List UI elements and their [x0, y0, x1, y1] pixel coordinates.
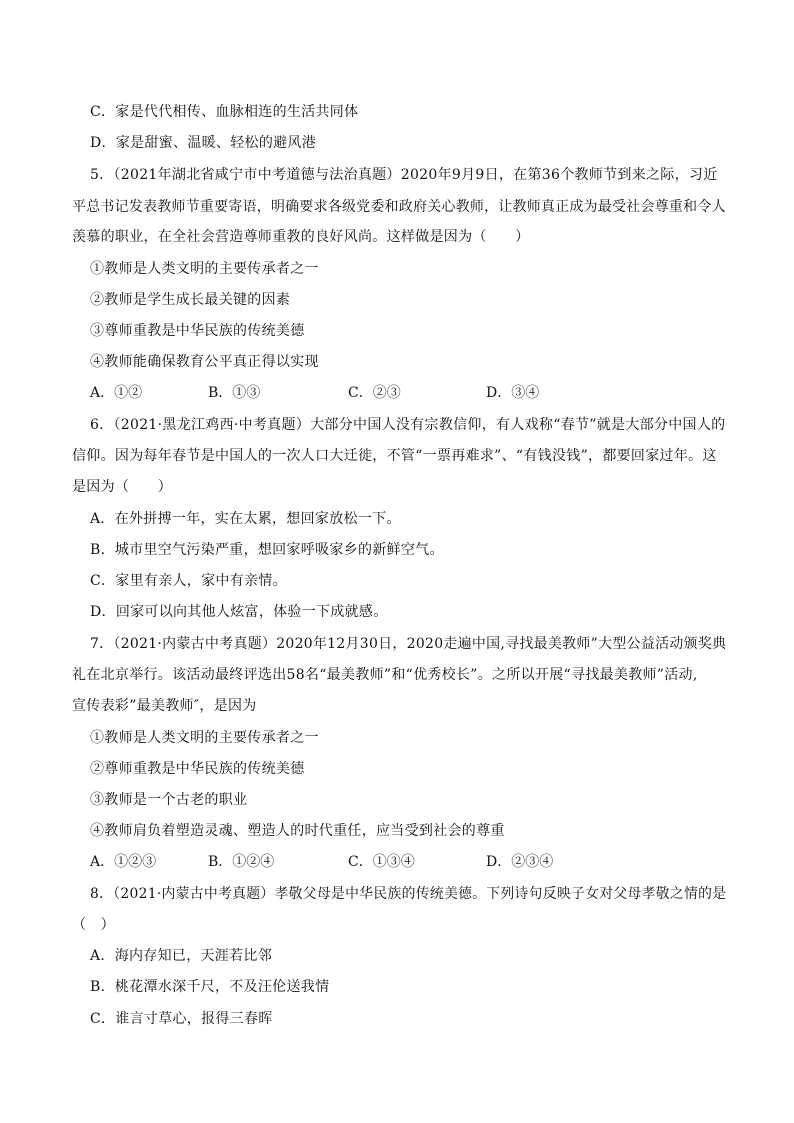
- q4-option-c: C．家是代代相传、血脉相连的生活共同体: [90, 104, 359, 120]
- q6-stem-line-2: 信仰。因为每年春节是中国人的一次人口大迁徙，不管“一票再难求”、“有钱没钱”，都要回家过年。这: [72, 448, 717, 464]
- q5-statement-1: ①教师是人类文明的主要传承者之一: [90, 261, 319, 277]
- q6-stem-line-1: 6．（2021·黑龙江鸡西·中考真题）大部分中国人没有宗教信仰，有人戏称“春节”就是大部分中国人的: [90, 417, 726, 433]
- q8-stem-line-2: （ ）: [72, 917, 115, 933]
- q8-option-b: B．桃花潭水深千尺，不及汪伦送我情: [90, 979, 330, 995]
- q7-stem-line-2: 礼在北京举行。该活动最终评选出58名“最美教师”和“优秀校长”。之所以开展“寻找最美教师”活动,: [72, 667, 698, 683]
- q6-option-b: B．城市里空气污染严重，想回家呼吸家乡的新鲜空气。: [90, 542, 444, 558]
- q6-stem-line-3: 是因为（ ）: [72, 479, 173, 495]
- q7-stem-line-1: 7．（2021·内蒙古中考真题）2020年12月30日，2020走遍中国,寻找最美教师”大型公益活动颁奖典: [90, 636, 727, 652]
- q7-statement-1: ①教师是人类文明的主要传承者之一: [90, 730, 319, 746]
- q7-statement-2: ②尊师重教是中华民族的传统美德: [90, 761, 305, 777]
- q6-option-d: D．回家可以向其他人炫富，体验一下成就感。: [90, 604, 388, 620]
- q7-statement-3: ③教师是一个古老的职业: [90, 792, 248, 808]
- q5-statement-4: ④教师能确保教育公平真正得以实现: [90, 354, 319, 370]
- q6-option-c: C．家里有亲人，家中有亲情。: [90, 573, 287, 589]
- q4-option-d: D．家是甜蜜、温暖、轻松的避风港: [90, 135, 317, 151]
- q8-stem-line-1: 8．（2021·内蒙古中考真题）孝敬父母是中华民族的传统美德。下列诗句反映子女对父母孝敬之情的是: [90, 886, 727, 902]
- q7-stem-line-3: 宣传表彩”最美教师″，是因为: [72, 698, 257, 714]
- q7-option-b: B．①②④: [208, 854, 275, 870]
- q7-option-a: A．①②③: [90, 854, 157, 870]
- q5-option-d: D．③④: [486, 385, 540, 401]
- q8-option-c: C．谁言寸草心，报得三春晖: [90, 1011, 273, 1027]
- q5-option-a: A．①②: [90, 385, 143, 401]
- q5-statement-2: ②教师是学生成长最关键的因素: [90, 292, 291, 308]
- q5-stem-line-1: 5．（2021年湖北省咸宁市中考道德与法治真题）2020年9月9日，在第36个教师节到来之际，习近: [90, 167, 718, 183]
- q7-option-c: C．①③④: [348, 854, 415, 870]
- q7-option-d: D．②③④: [486, 854, 554, 870]
- q5-stem-line-3: 羡慕的职业，在全社会营造尊师重教的良好风尚。这样做是因为（ ）: [72, 229, 530, 245]
- q7-statement-4: ④教师肩负着塑造灵魂、塑造人的时代重任，应当受到社会的尊重: [90, 823, 505, 839]
- q5-stem-line-2: 平总书记发表教师节重要寄语，明确要求各级党委和政府关心教师，让教师真正成为最受社会尊重和令人: [72, 199, 726, 215]
- q5-option-c: C．②③: [348, 385, 401, 401]
- q5-option-b: B．①③: [208, 385, 261, 401]
- q6-option-a: A．在外拼搏一年，实在太累，想回家放松一下。: [90, 511, 401, 527]
- q8-option-a: A．海内存知已，天涯若比邻: [90, 948, 273, 964]
- q5-statement-3: ③尊师重教是中华民族的传统美德: [90, 323, 305, 339]
